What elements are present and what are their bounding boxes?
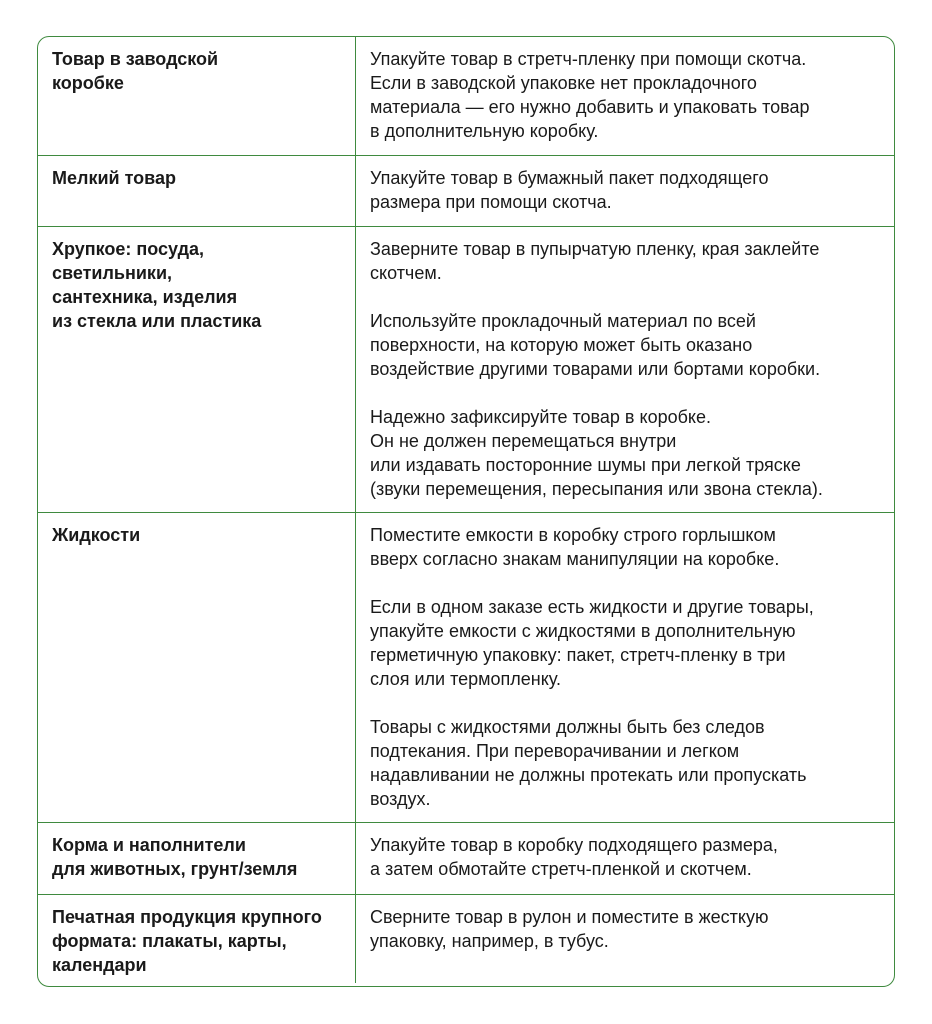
instruction-line: материала — его нужно добавить и упаковать товар [370,97,810,117]
instruction-line: Заверните товар в пупырчатую пленку, края заклейте [370,239,820,259]
instruction-line: слоя или термопленку. [370,669,562,689]
instruction-line: Товары с жидкостями должны быть без следов [370,717,765,737]
instructions-cell [356,895,894,983]
instruction-line: Если в заводской упаковке нет прокладочного [370,73,757,93]
category-cell [38,823,356,894]
category-line: Корма и наполнители [52,835,246,855]
instructions-cell [356,227,894,512]
instruction-line: Сверните товар в рулон и поместите в жесткую [370,907,769,927]
instruction-line: упаковку, например, в тубус. [370,931,609,951]
instruction-paragraph [370,309,884,381]
instruction-line: Поместите емкости в коробку строго горлышком [370,525,776,545]
instruction-line: Если в одном заказе есть жидкости и другие товары, [370,597,814,617]
category-line: формата: плакаты, карты, [52,931,287,951]
instruction-line: Надежно зафиксируйте товар в коробке. [370,407,711,427]
instruction-paragraph [370,715,884,811]
category-line: Товар в заводской [52,49,219,69]
category-line: календари [52,955,147,975]
instruction-paragraph [370,833,884,881]
instruction-line: скотчем. [370,263,442,283]
category-line: светильники, [52,263,173,283]
instruction-line: или издавать посторонние шумы при легкой тряске [370,455,801,475]
category-line: Печатная продукция крупного [52,907,322,927]
instruction-line: Он не должен перемещаться внутри [370,431,677,451]
category-line: коробке [52,73,124,93]
category-line: Жидкости [52,525,141,545]
packaging-rules-table [37,36,895,987]
category-line: для животных, грунт/земля [52,859,298,879]
instruction-line: воздух. [370,789,431,809]
category-line: Мелкий товар [52,168,176,188]
table-row [38,823,894,895]
instruction-line: надавливании не должны протекать или пропускать [370,765,807,785]
category-cell [38,895,356,983]
instruction-line: а затем обмотайте стретч-пленкой и скотчем. [370,859,752,879]
instruction-paragraph [370,523,884,571]
instruction-line: поверхности, на которую может быть оказано [370,335,753,355]
instructions-cell [356,823,894,894]
instructions-cell [356,156,894,226]
category-line: Хрупкое: посуда, [52,239,205,259]
category-cell [38,227,356,512]
instruction-line: Используйте прокладочный материал по всей [370,311,756,331]
instruction-line: Упакуйте товар в коробку подходящего размера, [370,835,778,855]
instruction-line: Упакуйте товар в стретч-пленку при помощи скотча. [370,49,807,69]
instruction-line: Упакуйте товар в бумажный пакет подходящего [370,168,769,188]
table-row [38,895,894,983]
category-cell [38,513,356,822]
instruction-paragraph [370,166,884,214]
instruction-line: (звуки перемещения, пересыпания или звона стекла). [370,479,823,499]
instruction-paragraph [370,47,884,143]
instruction-line: в дополнительную коробку. [370,121,599,141]
instruction-line: вверх согласно знакам манипуляции на коробке. [370,549,780,569]
instruction-line: подтекания. При переворачивании и легком [370,741,740,761]
category-line: сантехника, изделия [52,287,238,307]
category-cell [38,156,356,226]
instruction-line: воздействие другими товарами или бортами коробки. [370,359,821,379]
instruction-line: размера при помощи скотча. [370,192,612,212]
category-cell [38,37,356,155]
instruction-paragraph [370,405,884,501]
category-line: из стекла или пластика [52,311,262,331]
table-row [38,513,894,823]
table-row [38,156,894,227]
instruction-paragraph [370,595,884,691]
instruction-paragraph [370,237,884,285]
instructions-cell [356,513,894,822]
instruction-line: герметичную упаковку: пакет, стретч-пленку в три [370,645,786,665]
table-row [38,37,894,156]
instruction-line: упакуйте емкости с жидкостями в дополнительную [370,621,796,641]
table-row [38,227,894,513]
instructions-cell [356,37,894,155]
instruction-paragraph [370,905,884,953]
